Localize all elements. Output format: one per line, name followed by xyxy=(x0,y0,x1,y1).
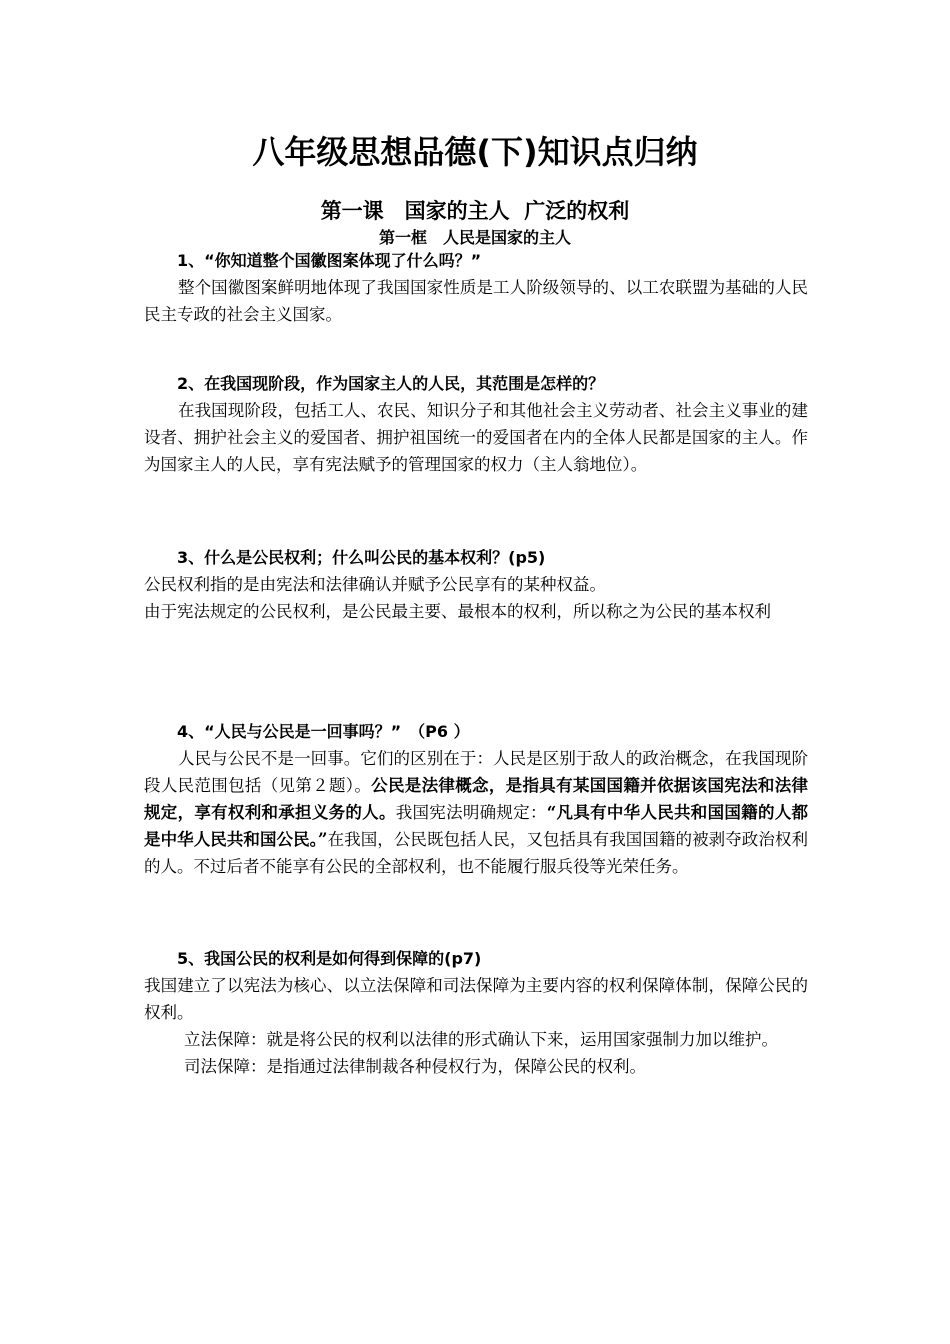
question-5: 5、我国公民的权利是如何得到保障的(p7) xyxy=(177,949,482,968)
answer-2: 在我国现阶段，包括工人、农民、知识分子和其他社会主义劳动者、社会主义事业的建设者、拥护社会主义的爱国者、拥护祖国统一的爱国者在内的全体人民都是国家的主人。作为国家主人的人民，享有宪法赋予的管理国家的权力（主人翁地位）。 xyxy=(144,401,808,474)
lesson-heading: 第一课 国家的主人 广泛的权利 xyxy=(320,199,630,223)
section-1 xyxy=(144,247,808,328)
section-4 xyxy=(144,718,808,880)
answer-5-judicial: 司法保障：是指通过法律制裁各种侵权行为，保障公民的权利。 xyxy=(184,1057,646,1076)
document-title: 八年级思想品德(下)知识点归纳 xyxy=(252,133,698,171)
section-2 xyxy=(144,370,808,478)
frame-heading: 第一框 人民是国家的主人 xyxy=(378,228,571,247)
question-4: 4、“人民与公民是一回事吗？” （P6 ） xyxy=(177,722,470,741)
question-3: 3、什么是公民权利；什么叫公民的基本权利？(p5) xyxy=(177,548,546,567)
answer-3-line-2: 由于宪法规定的公民权利，是公民最主要、最根本的权利，所以称之为公民的基本权利 xyxy=(144,602,771,621)
answer-3-line-1: 公民权利指的是由宪法和法律确认并赋予公民享有的某种权益。 xyxy=(144,575,606,594)
section-5 xyxy=(144,945,808,1080)
question-1: 1、“你知道整个国徽图案体现了什么吗？” xyxy=(177,251,482,270)
answer-5-line-1: 我国建立了以宪法为核心、以立法保障和司法保障为主要内容的权利保障体制，保障公民的权利。 xyxy=(144,976,808,1022)
answer-4-constitution-quote: “凡具有中华人民共和国国籍的人都是中华人民共和国公民。” xyxy=(144,803,809,849)
question-2: 2、在我国现阶段，作为国家主人的人民，其范围是怎样的？ xyxy=(177,374,605,393)
answer-4 xyxy=(144,745,808,880)
answer-4-citizen-definition: 公民是法律概念，是指具有某国国籍并依据该国宪法和法律规定，享有权利和承担义务的人。 xyxy=(144,776,809,822)
answer-5-legislative: 立法保障：就是将公民的权利以法律的形式确认下来，运用国家强制力加以维护。 xyxy=(184,1030,778,1049)
section-3 xyxy=(144,544,808,625)
answer-1: 整个国徽图案鲜明地体现了我国国家性质是工人阶级领导的、以工农联盟为基础的人民民主专政的社会主义国家。 xyxy=(144,278,808,324)
answer-4-part-1: 人民与公民不是一回事。它们的区别在于：人民是区别于敌人的政治概念，在我国现阶段人民范围包括（见第２题）。 xyxy=(144,749,808,795)
answer-4-part-3: 我国宪法明确规定： xyxy=(395,803,547,822)
answer-4-part-5: 在我国，公民既包括人民，又包括具有我国国籍的被剥夺政治权利的人。不过后者不能享有公民的全部权利，也不能履行服兵役等光荣任务。 xyxy=(144,830,808,876)
